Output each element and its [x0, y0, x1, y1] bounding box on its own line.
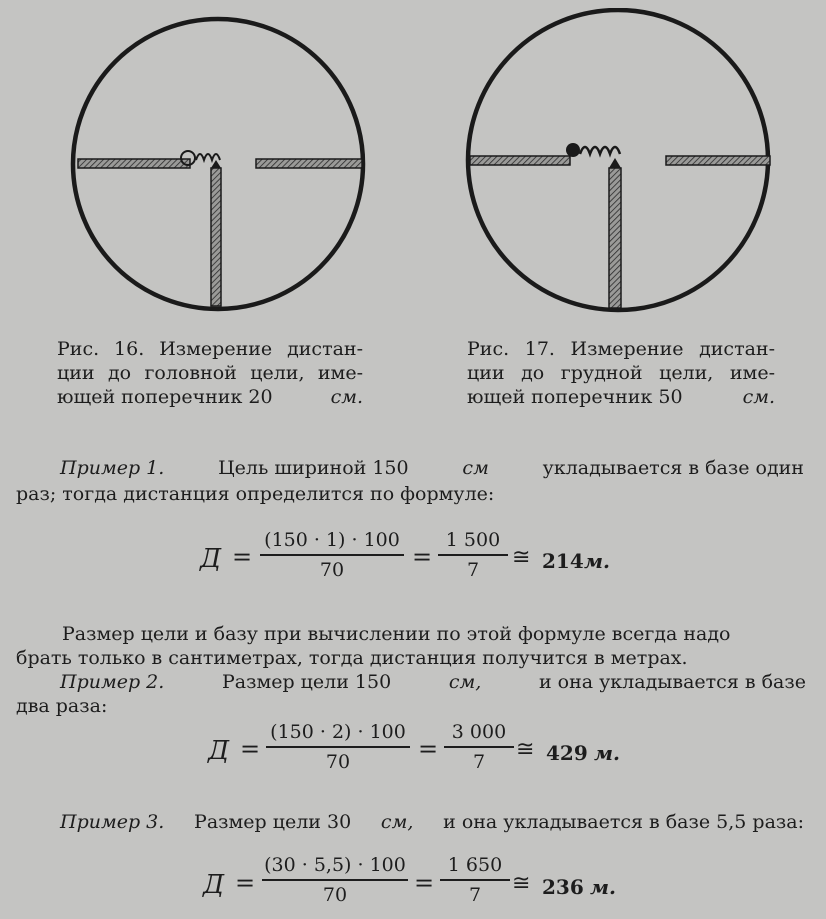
right-crosshair [256, 159, 362, 168]
example-2-text: Пример 2. Размер цели 150 см, и она укладывается в базе [60, 671, 806, 693]
right-crosshair [666, 156, 770, 165]
example-1-text: Пример 1. Цель шириной 150 см укладывается в базе один [60, 457, 804, 479]
figure-16-reticle [60, 10, 380, 320]
note-paragraph: Размер цели и базу при вычислении по этой формуле всегда надо [62, 623, 731, 645]
left-crosshair [470, 156, 570, 165]
book-page: Рис. 16. Измерение дистан- ции до головной цели, име- ющей поперечник 20 см. Рис. 17. Измерение дистан- ции до грудной цели, име- ющей поперечник 50 см. Пример 1. Цель шириной 150 см укладывается в базе один раз; тогда дистанция определится по формуле: Д = (150 · 1) · 100 70 = 1 500 7 ≅ 214 м. Размер цели и базу при вычислении по этой формуле всегда надо брать только в сантиметрах, тогда дистанция получится в метрах. Пример 2. Размер цели 150 см, и она укладывается в базе два раза: Д = (150 · 2) · 100 70 = 3 000 7 ≅ 429 м. Пример 3. Размер цели 30 см, и она укладывается в базе 5,5 раза: Д = (30 · 5,5) · 100 70 = 1 650 7 ≅ 236 м. [0, 0, 826, 919]
vertical-post [211, 168, 221, 306]
example-3-text: Пример 3. Размер цели 30 см, и она укладывается в базе 5,5 раза: [60, 811, 804, 833]
figure-17-caption: Рис. 17. Измерение дистан- ции до грудной цели, име- ющей поперечник 50 см. [467, 338, 775, 408]
note-paragraph-line2: брать только в сантиметрах, тогда дистанция получится в метрах. [16, 647, 688, 669]
vertical-post [609, 168, 621, 308]
figure-16-caption: Рис. 16. Измерение дистан- ции до головной цели, име- ющей поперечник 20 см. [57, 338, 363, 408]
left-crosshair [78, 159, 190, 168]
example-1-line2: раз; тогда дистанция определится по формуле: [16, 483, 495, 505]
figure-17-reticle [458, 8, 778, 318]
chest-target-icon [566, 143, 620, 157]
example-2-line2: два раза: [16, 695, 108, 717]
